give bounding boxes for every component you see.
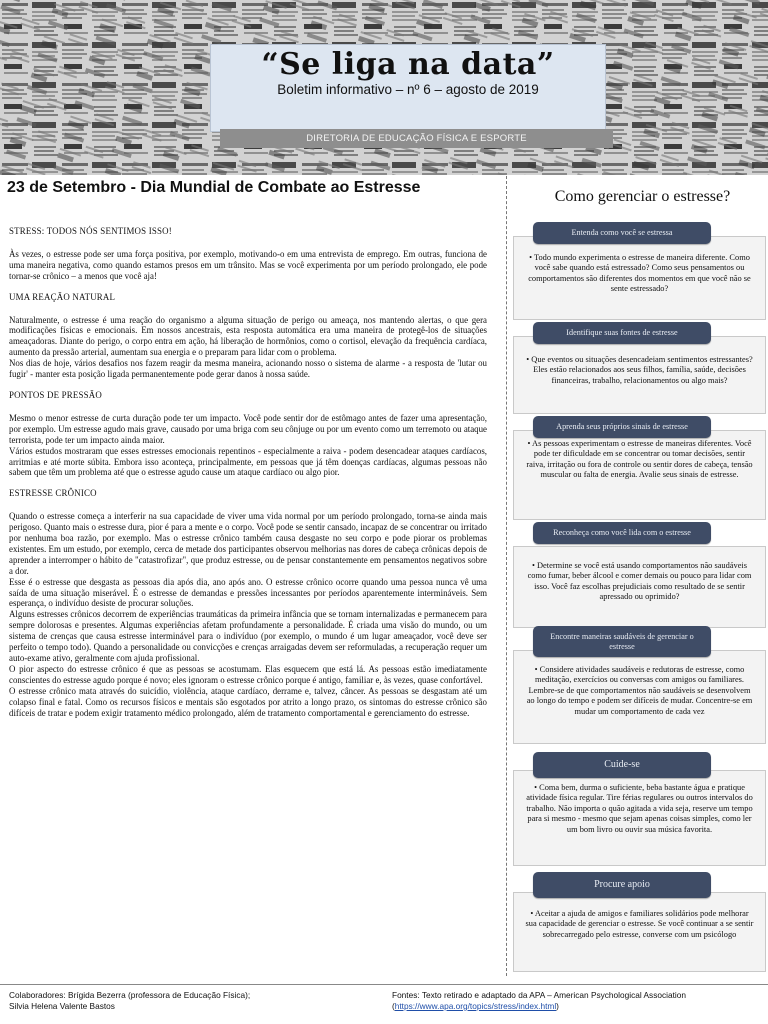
step-label: Entenda como você se estressa	[533, 222, 711, 244]
section-title: ESTRESSE CRÔNICO	[9, 488, 97, 499]
title-box	[210, 44, 606, 132]
close-paren: )	[556, 1001, 559, 1011]
paragraph: O pior aspecto do estresse crônico é que as pessoas se acostumam. Elas esquecem que está lá. As pessoas estão imediatamente conscientes do estresse agudo porque é novo; eles ignoram o estresse crônico porque é antigo, familiar e, às vezes, quase confortável.	[9, 663, 487, 685]
sources-line1: Fontes: Texto retirado e adaptado da APA – American Psychological Association	[392, 990, 686, 1000]
step-text: • Todo mundo experimenta o estresse de maneira diferente. Como você sabe quando está estressado? Como seus pensamentos ou comportamentos são diferentes dos momentos em que você não se sente estressado?	[513, 236, 766, 320]
step-text: • Coma bem, durma o suficiente, beba bastante água e pratique atividade física regular. Tire férias regulares ou outros intervalos do trabalho. Não importa o quão agitada a vida seja, reserve um tempo para si mesmo - mesmo que sejam apenas coisas simples, como ler um bom livro ou ouvir sua música favorita.	[513, 770, 766, 866]
paragraph: Às vezes, o estresse pode ser uma força positiva, por exemplo, motivando-o em uma entrevista de emprego. Em outras, funciona de uma maneira negativa, como quando estamos presos em um trânsito. Mas se você experimenta por um período prolongado, ele pode tornar-se crônico – a menos que você aja!	[9, 248, 487, 281]
open-paren: (	[392, 1001, 395, 1011]
section-title: UMA REAÇÃO NATURAL	[9, 291, 116, 302]
step-text: • Aceitar a ajuda de amigos e familiares solidários pode melhorar sua capacidade de gerenciar o estresse. Se você continuar a se sentir sobrecarregado pelo estresse, converse com um psicólogo	[513, 892, 766, 972]
step-label: Reconheça como você lida com o estresse	[533, 522, 711, 544]
directorate-bar: DIRETORIA DE EDUCAÇÃO FÍSICA E ESPORTE	[220, 129, 613, 148]
newsletter-title: “Se liga na data”	[261, 47, 555, 82]
main-heading: 23 de Setembro - Dia Mundial de Combate ao Estresse	[7, 179, 421, 196]
column-divider	[506, 176, 508, 976]
step-label: Encontre maneiras saudáveis de gerenciar o estresse	[533, 626, 711, 657]
paragraph: Mesmo o menor estresse de curta duração pode ter um impacto. Você pode sentir dor de estômago antes de fazer uma apresentação, por exemplo. Um estresse agudo mais grave, causado por uma briga com seu cônjuge ou por um evento como um terremoto ou ataque terrorista, pode ter um impacto ainda maior.	[9, 412, 487, 445]
step-label: Aprenda seus próprios sinais de estresse	[533, 416, 711, 438]
step-label: Procure apoio	[533, 872, 711, 898]
step-text: • Considere atividades saudáveis e redutoras de estresse, como meditação, exercícios ou conversas com amigos ou familiares. Lembre-se de que comportamentos não saudáveis se desenvolvem ao longo do tempo e podem ser difíceis de mudar. Concentre-se em mudar um comportamento de cada vez	[513, 650, 766, 744]
article-column	[9, 226, 487, 718]
apa-source-link[interactable]: https://www.apa.org/topics/stress/index.html	[394, 1001, 557, 1011]
step-label: Cuide-se	[533, 752, 711, 778]
footer-sources	[392, 990, 762, 1012]
paragraph: Esse é o estresse que desgasta as pessoas dia após dia, ano após ano. O estresse crônico ocorre quando uma pessoa nunca vê uma saída de uma situação miserável. É o estresse de demandas e pressões incessantes por períodos aparentemente intermináveis. Sem esperança, o indivíduo desiste de procurar soluções.	[9, 576, 487, 609]
step-label: Identifique suas fontes de estresse	[533, 322, 711, 344]
paragraph: Alguns estresses crônicos decorrem de experiências traumáticas da primeira infância que se tornam internalizadas e permanecem para sempre dolorosas e presentes. Algumas experiências afetam profundamente a personalidade. É criada uma visão do mundo, ou um sistema de crenças que causa estresse interminável para o indivíduo (por exemplo, o mundo é um lugar ameaçador, você deve ser perfeito o tempo todo). Quando a personalidade ou convicções e crenças arraigadas devem ser reformuladas, a recuperação requer um auto-exame ativo, geralmente com ajuda profissional.	[9, 609, 487, 663]
step-text: • Determine se você está usando comportamentos não saudáveis como fumar, beber álcool e comer demais ou pouco para lidar com isso. Você faz escolhas prejudiciais como resultado de se sentir apressado ou oprimido?	[513, 546, 766, 628]
paragraph: Vários estudos mostraram que esses estresses emocionais repentinos - especialmente a raiva - podem desencadear ataques cardíacos, arritmias e até morte súbita. Embora isso aconteça, principalmente, em pessoas que já têm doenças cardíacas, algumas pessoas não sabem que têm um problema até que o estresse agudo cause um ataque cardíaco ou algo pior.	[9, 445, 487, 478]
newsletter-subtitle: Boletim informativo – nº 6 – agosto de 2019	[277, 82, 539, 97]
paragraph: Quando o estresse começa a interferir na sua capacidade de viver uma vida normal por um período prolongado, torna-se ainda mais perigoso. Quanto mais o estresse dura, pior é para a mente e o corpo. Você pode se sentir cansado, incapaz de se concentrar ou irritado por nenhuma boa razão, por exemplo. Mas o estresse crônico também causa desgaste no seu corpo e pode piorar os problemas existentes. Em um estudo, por exemplo, cerca de metade dos participantes observou melhorias nas dores de cabeça crônicas depois de aprender a interromper o hábito de "catastrofizar", que produz estresse, ou de pensar constantemente em pensamentos negativos sobre a dor.	[9, 511, 487, 576]
paragraph: O estresse crônico mata através do suicídio, violência, ataque cardíaco, derrame e, talvez, câncer. As pessoas se desgastam até um colapso final e fatal. Como os recursos físicos e mentais são esgotados por atrito a longo prazo, os sintomas do estresse crônico são difíceis de tratar e podem exigir tratamento médico prolongado, além de tratamento comportamental e gerenciamento do estresse.	[9, 685, 487, 718]
masthead	[0, 0, 768, 175]
section-title: STRESS: TODOS NÓS SENTIMOS ISSO!	[9, 226, 172, 236]
paragraph: Naturalmente, o estresse é uma reação do organismo a alguma situação de perigo ou ameaça, nos mantendo alertas, o que gera modificações físicas e emocionais. Em nossos ancestrais, esta resposta automática era uma maneira de protegê-los de situações ameaçadoras. Diante do perigo, o corpo entra em ação, há liberação de hormônios, como o cortisol, elevação da frequência cardíaca, aumento da pressão arterial, aumentam sua energia e o preparam para lidar com o problema.	[9, 314, 487, 358]
section-title: PONTOS DE PRESSÃO	[9, 389, 102, 400]
sidebar-title: Como gerenciar o estresse?	[554, 188, 731, 205]
collaborators-line1: Colaboradores: Brígida Bezerra (professora de Educação Física);	[9, 990, 251, 1000]
step-text: • Que eventos ou situações desencadeiam sentimentos estressantes? Eles estão relacionados aos seus filhos, família, saúde, decisões financeiras, trabalho, relacionamentos ou algo mais?	[513, 336, 766, 414]
footer-collaborators	[9, 990, 339, 1012]
footer-divider	[0, 984, 768, 985]
sources-line2	[392, 1001, 762, 1012]
paragraph: Nos dias de hoje, vários desafios nos fazem reagir da mesma maneira, acionando nosso o sistema de alarme - a resposta de 'lutar ou fugir' - manter esta posição ligada permanentemente pode gerar danos à nossa saúde.	[9, 358, 487, 380]
collaborators-line2: Silvia Helena Valente Bastos	[9, 1001, 115, 1011]
step-text: • As pessoas experimentam o estresse de maneiras diferentes. Você pode ter dificuldade em se concentrar ou tomar decisões, sentir raiva, irritação ou fora de controle ou sentir dores de cabeça, tensão muscular ou falta de energia. Avalie seus sinais de estresse.	[513, 430, 766, 520]
